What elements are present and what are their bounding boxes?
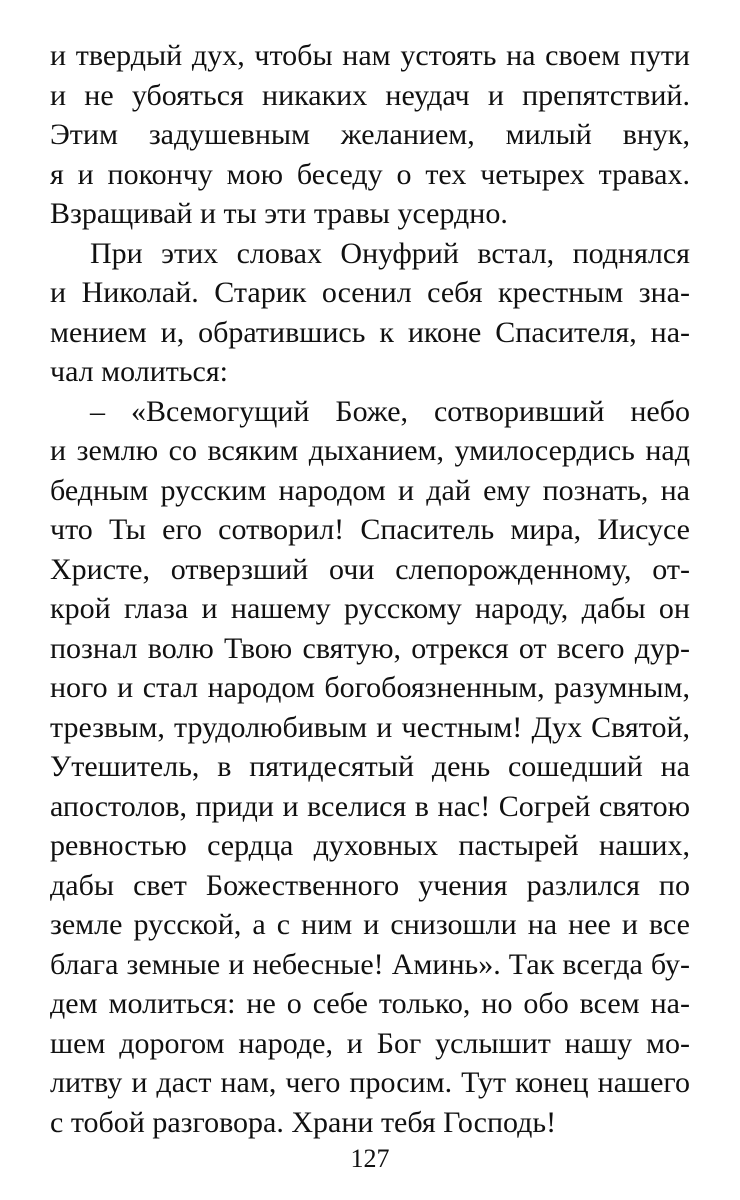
text-line: бедным русским народом и дай ему познать, на — [50, 473, 690, 507]
text-line: я и покончу мою беседу о тех четырех травах. — [50, 157, 690, 191]
text-line: что Ты его сотворил! Спаситель мира, Иисусе — [50, 513, 690, 546]
text-line: крой глаза и нашему русскому народу, дабы он — [50, 592, 690, 625]
text-line: Утешитель, в пятидесятый день сошедший на — [50, 750, 690, 783]
text-line: ного и стал народом богобоязненным, разумным, — [50, 671, 690, 704]
text-line: дабы свет Божественного учения разлился по — [50, 868, 690, 902]
body-text — [50, 36, 690, 1142]
text-line: чал молиться: — [50, 355, 228, 388]
text-line: блага земные и небесные! Аминь». Так всегда бу- — [50, 947, 690, 981]
text-line: и твердый дух, чтобы нам устоять на своем пути — [50, 39, 690, 72]
text-line: апостолов, приди и вселися в нас! Согрей святою — [50, 789, 690, 823]
text-line: и не убояться никаких неудач и препятствий. — [50, 78, 690, 112]
text-line: шем дорогом народе, и Бог услышит нашу мо- — [50, 1026, 690, 1060]
text-line: мением и, обратившись к иконе Спасителя, на- — [50, 315, 690, 349]
text-line: При этих словах Онуфрий встал, поднялся — [90, 236, 690, 270]
text-line: Этим задушевным желанием, милый внук, — [50, 118, 690, 151]
text-line: Христе, отверзший очи слепорожденному, от- — [50, 552, 690, 586]
text-line: земле русской, а с ним и снизошли на нее и все — [50, 908, 690, 941]
text-line: – «Всемогущий Боже, сотворивший небо — [90, 394, 690, 428]
text-line: ревностью сердца духовных пастырей наших, — [50, 829, 690, 862]
text-line: с тобой разговора. Храни тебя Господь! — [50, 1105, 557, 1139]
text-line: Взращивай и ты эти травы усердно. — [50, 197, 508, 230]
text-line: литву и даст нам, чего просим. Тут конец нашего — [50, 1066, 690, 1099]
text-line: и землю со всяким дыханием, умилосердись над — [50, 434, 690, 467]
text-line: трезвым, трудолюбивым и честным! Дух Святой, — [50, 710, 690, 744]
text-line: и Николай. Старик осенил себя крестным зна- — [50, 276, 690, 309]
text-line: дем молиться: не о себе только, но обо всем на- — [50, 987, 690, 1020]
page-number: 127 — [350, 1144, 390, 1173]
text-line: познал волю Твою святую, отрекся от всего дур- — [50, 631, 690, 665]
